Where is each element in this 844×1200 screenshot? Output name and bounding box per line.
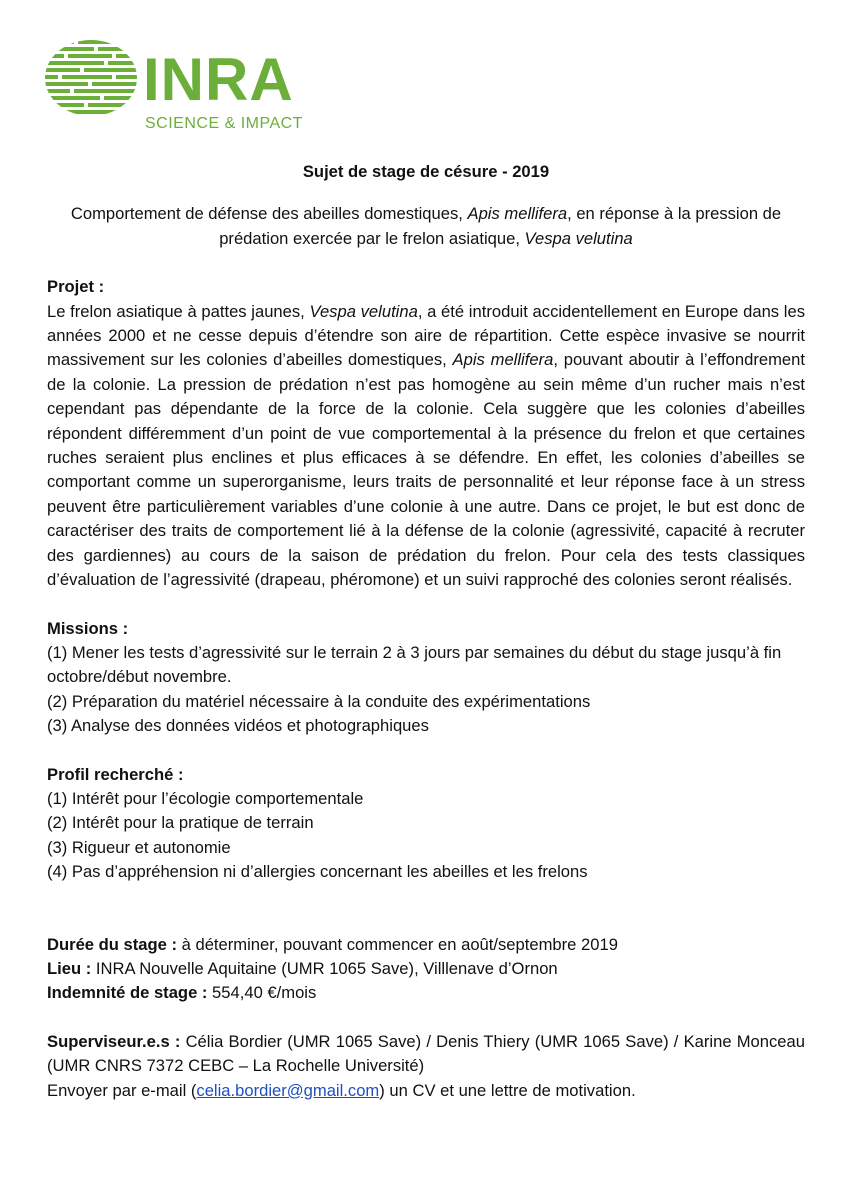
projet-species: Apis mellifera <box>452 350 554 370</box>
list-item: (2) Préparation du matériel nécessaire à la conduite des expérimentations <box>47 691 591 711</box>
projet-paragraph <box>47 300 805 593</box>
projet-text: , a été introduit accidentellement en Europe dans les années 2000 et ne cesse depuis d’étendre son aire de répartition. Cette espèce invasive se nourrit massivement sur les colonies d’abeilles domestiques, <box>47 301 805 370</box>
superviseurs-line <box>47 1030 805 1079</box>
list-item: (1) Intérêt pour l’écologie comportementale <box>47 788 364 808</box>
profil-list <box>47 787 805 885</box>
duree-label: Durée du stage : <box>47 934 178 954</box>
missions-list <box>47 641 805 739</box>
contact-text: Envoyer par e-mail ( <box>47 1080 197 1100</box>
superviseurs-value: Célia Bordier (UMR 1065 Save) / Denis Thiery (UMR 1065 Save) / Karine Monceau (UMR CNRS 7372 CEBC – La Rochelle Université) <box>47 1031 805 1076</box>
duree-line <box>47 933 805 957</box>
indemnite-label: Indemnité de stage : <box>47 983 208 1003</box>
subtitle-text: Comportement de défense des abeilles domestiques, <box>70 204 468 224</box>
superviseurs-label: Superviseur.e.s : <box>47 1031 181 1051</box>
indemnite-value: 554,40 €/mois <box>207 983 317 1003</box>
subtitle-species: Vespa velutina <box>524 228 633 248</box>
document-body <box>47 160 805 1103</box>
lieu-line <box>47 957 805 981</box>
subtitle-text: , en réponse à la pression de prédation exercée par le frelon asiatique, <box>219 204 782 248</box>
subtitle-species: Apis mellifera <box>467 204 568 224</box>
inra-logo-mark-icon <box>44 38 144 128</box>
profil-heading: Profil recherché : <box>47 764 184 784</box>
list-item: (4) Pas d’appréhension ni d’allergies concernant les abeilles et les frelons <box>47 862 588 882</box>
contact-line <box>47 1079 805 1103</box>
indemnite-line <box>47 981 805 1005</box>
projet-text: Le frelon asiatique à pattes jaunes, <box>47 301 310 321</box>
list-item: (1) Mener les tests d’agressivité sur le terrain 2 à 3 jours par semaines du début du stage jusqu’à fin octobre/début novembre. <box>47 642 782 687</box>
missions-heading: Missions : <box>47 618 129 638</box>
list-item: (3) Rigueur et autonomie <box>47 837 231 857</box>
page-title: Sujet de stage de césure - 2019 <box>302 162 550 181</box>
projet-species: Vespa velutina <box>309 301 418 321</box>
projet-text: , pouvant aboutir à l’effondrement de la colonie. La pression de prédation n’est pas homogène au sein même d’un rucher mais n’est cependant pas dépendante de la force de la colonie. Cela suggère que les colonies d’abeilles répondent différemment d’un point de vue comportemental à la présence du frelon et que certaines ruches seraient plus enclines et plus efficaces à se défendre. En effet, les colonies d’abeilles se comportant comme un superorganisme, leurs traits de personnalité et leur réponse face à un stress peuvent être particulièrement variables d’une colonie à une autre. Dans ce projet, le but est donc de caractériser des traits de comportement lié à la défense de la colonie (agressivité, capacité à recruter des gardiennes) au cours de la saison de prédation du frelon. Pour cela des tests classiques d’évaluation de l’agressivité (drapeau, phéromone) et un suivi rapproché des colonies seront réalisés. <box>47 350 805 590</box>
duree-value: à déterminer, pouvant commencer en août/septembre 2019 <box>177 934 618 954</box>
lieu-label: Lieu : <box>47 958 92 978</box>
contact-text: ) un CV et une lettre de motivation. <box>379 1080 636 1100</box>
projet-heading: Projet : <box>47 277 105 297</box>
logo-tagline: SCIENCE & IMPACT <box>145 115 303 132</box>
list-item: (3) Analyse des données vidéos et photographiques <box>47 716 429 736</box>
email-link[interactable]: celia.bordier@gmail.com <box>196 1080 380 1100</box>
list-item: (2) Intérêt pour la pratique de terrain <box>47 813 314 833</box>
logo-brand: INRA <box>143 46 294 113</box>
subtitle <box>47 202 805 251</box>
lieu-value: INRA Nouvelle Aquitaine (UMR 1065 Save), Villlenave d’Ornon <box>91 958 558 978</box>
